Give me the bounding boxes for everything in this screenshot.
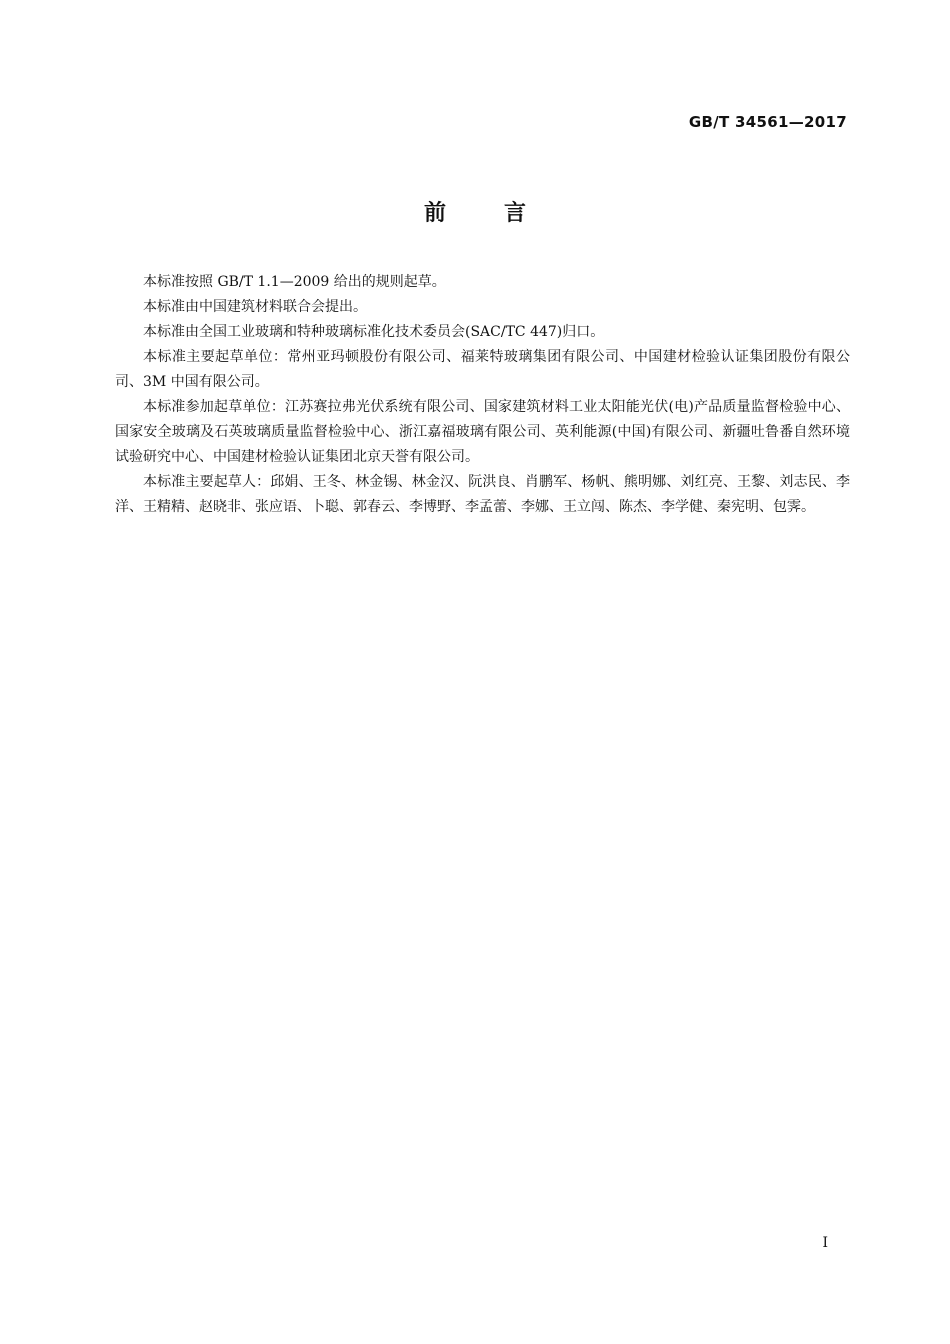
page-title: 前言: [423, 201, 584, 226]
paragraph-participating-units: 本标准参加起草单位：江苏赛拉弗光伏系统有限公司、国家建筑材料工业太阳能光伏(电)产品质量监督检验中心、国家安全玻璃及石英玻璃质量监督检验中心、浙江嘉福玻璃有限公司、英利能源(中国)有限公司、新疆吐鲁番自然环境试验研究中心、中国建材检验认证集团北京天誉有限公司。: [115, 399, 850, 465]
paragraph-proposer: 本标准由中国建筑材料联合会提出。: [143, 299, 367, 315]
paragraph-main-drafters: 本标准主要起草人：邱娟、王冬、林金锡、林金汉、阮洪良、肖鹏军、杨帆、熊明娜、刘红亮、王黎、刘志民、李洋、王精精、赵晓非、张应语、卜聪、郭春云、李博野、李孟蕾、李娜、王立闯、陈杰、李学健、秦宪明、包霁。: [115, 474, 850, 515]
paragraph-drafting-rules: 本标准按照 GB/T 1.1—2009 给出的规则起草。: [143, 274, 446, 290]
page-number: I: [822, 1235, 828, 1251]
document-body: [115, 270, 850, 520]
paragraph-main-drafting-units: 本标准主要起草单位：常州亚玛顿股份有限公司、福莱特玻璃集团有限公司、中国建材检验认证集团股份有限公司、3M 中国有限公司。: [115, 349, 850, 390]
standard-code: GB/T 34561—2017: [688, 113, 847, 131]
paragraph-committee: 本标准由全国工业玻璃和特种玻璃标准化技术委员会(SAC/TC 447)归口。: [143, 324, 605, 340]
